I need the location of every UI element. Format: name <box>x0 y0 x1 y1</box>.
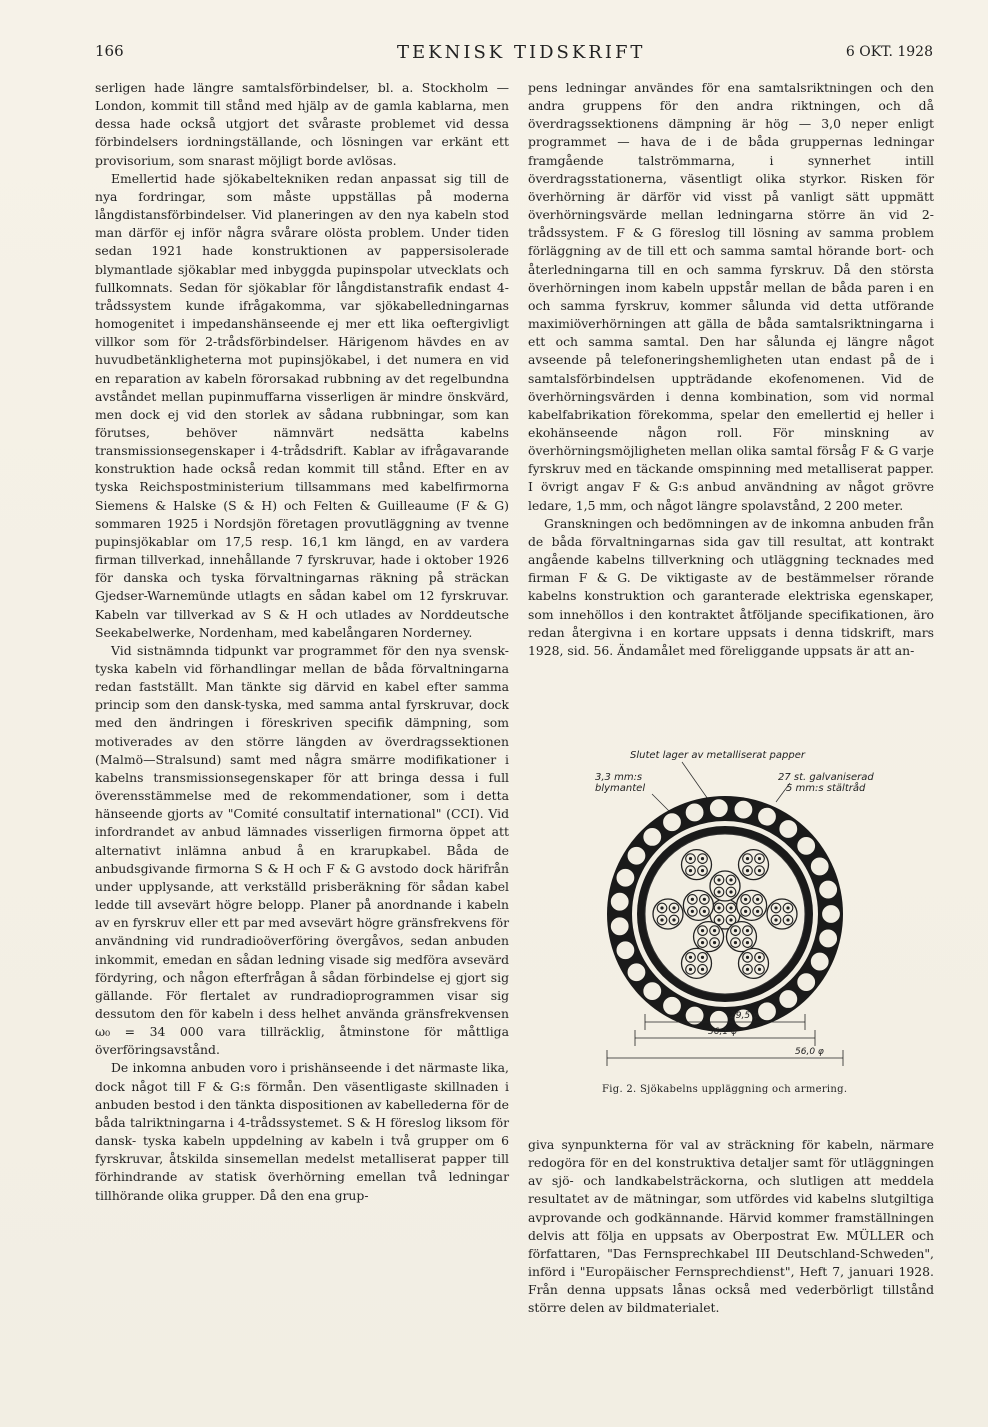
steel-wire <box>757 1002 776 1021</box>
dimension-inner: 29,5 φ <box>730 1011 759 1021</box>
paragraph: De inkomna anbuden voro i prishänseende i det närmaste lika, dock något till F & G:s förmån. Den väsentligaste skillnaden i anbuden bestod i den tänkta dispositionen av kabelledernа för de båda talriktningarna i 4-trådssystemet. S & H föreslog liksom för dansk- tyska kabeln uppdelning av kabeln i två grupper om 6 fyrskruvar, åtskilda sinsemellan medelst metalliserat papper till förhindrande av statisk överhörning emellan två ledningar tillhörande olika grupper. Då den ena grup- <box>95 1060 509 1203</box>
issue-date: 6 OKT. 1928 <box>845 44 933 60</box>
right-column-top <box>528 79 934 660</box>
label-steel-wire-1: 27 st. galvaniserad <box>778 772 874 783</box>
paragraph: giva synpunkterna för val av sträckning för kabeln, närmare redogöra för en del konstruktiva detaljer samt för utläggningen av sjö- och landkabelsträckorna, och slutligen att meddela resultatet av de mätningar, som utfördes vid kabelns slutgiltiga avprovande och godkännande. Härvid kommer framställningen delvis att följa en uppsats av Oberpostrat Ew. MÜLLER och författaren, "Das Fernsprechkabel III Deutschland-Schweden", införd i "Europäischer Fernsprechdienst", Heft 7, januari 1928. Från denna uppsats lånas också med vederbörligt tillstånd större delen av bildmaterialet. <box>528 1137 934 1316</box>
steel-wire <box>757 807 776 826</box>
steel-wire <box>797 973 816 992</box>
steel-wire <box>610 917 629 936</box>
quad-core <box>726 922 756 952</box>
quad-core <box>653 899 683 929</box>
steel-wire <box>819 880 838 899</box>
steel-wire <box>643 982 662 1001</box>
steel-wire <box>616 941 635 960</box>
paragraph: Granskningen och bedömningen av de inkomna anbuden från de båda förvaltningarnas sida gav till resultat, att kontrakt angående kabelns tillverkning och utläggning tecknades med firman F & G. De viktigaste av de bestämmelser rörande kabelns konstruktion och garanterade elektriska egenskaper, som innehöllos i den kontraktet åtföljande specifikationen, äro redan återgivna i en kortare uppsats i denna tidskrift, mars 1928, sid. 56. Ändamålet med föreliggande uppsats är att an- <box>528 515 934 658</box>
label-lead-sheath-2: blymantel <box>595 783 646 794</box>
steel-wire <box>822 905 841 924</box>
steel-wire <box>810 952 829 971</box>
steel-wire <box>734 800 753 819</box>
paragraph: Emellertid hade sjökabeltekniken redan anpassat sig till de nya fordringar, som måste uppställas på moderna långdistansförbindelser. Vid planeringen av den nya kabeln stod man därför ej inför några svårare olösta problem. Under tiden sedan 1921 hade konstruktionen av pappersisolerade blymantlade sjökablar med inbyggda pupinspolar utvecklats och fullkomnats. Sedan för sjökablar för långdistanstrafik endast 4-trådssystem kunde ifrågakomma, var sjökabelledningarnas homogenitet i impedanshänseende ej mer ett lika oeftergivligt villkor som för 2-trådsförbindelser. Härigenom hävdes en av huvudbetänkligheterna mot pupinsjökabel, i det numera en vid en reparation av kabeln förorsakad rubbning av det regelbundna avståndet mellan pupinmuffarna visserligen är mindre önskvärd, men dock ej vid den storlek av sådana rubbningar, som kan förutses, behöver nämnvärt nedsätta kabelns transmissionsegenskaper i 4-trådsdrift. Kablar av ifrågavarande konstruktion hade också redan kommit till stånd. Efter en av tyska Reichspostministerium tillsammans med kabelfirmorna Siemens & Halske (S & H) och Felten & Guilleaume (F & G) sommaren 1925 i Nordsjön företagen provutläggning av tvenne pupinsjökablar om 17,5 resp. 16,1 km längd, en av vardera firman tillverkad, innehållande 7 fyrskruvar, hade i oktober 1926 för danska och tyska förvaltningarnas räkning på sträckan Gjedser-Warnemünde utlagts en sådan kabel om 12 fyrskruvar. Kabeln var tillverkad av S & H och utlades av Norddeutsche Seekabelwerke, Nordenham, med kabelångaren Norderney. <box>95 170 509 640</box>
quad-core <box>767 899 797 929</box>
dimension-middle: 36,1 φ <box>708 1027 737 1037</box>
paragraph: serligen hade längre samtalsförbindelser, bl. a. Stockholm —London, kommit till stånd med hjälp av de gamla kablarna, men dessa hade också utgjort det svåraste problemet vid dessa förbindelsers iordningställande, och lösningen var erkänt ett provisorium, som snarast möjligt borde avlösas. <box>95 80 509 168</box>
quad-core <box>694 922 724 952</box>
left-column <box>95 79 509 1205</box>
steel-wire <box>627 846 646 865</box>
quad-core <box>737 890 767 920</box>
quad-core <box>739 850 769 880</box>
steel-wire <box>643 827 662 846</box>
figure-caption: Fig. 2. Sjökabelns uppläggning och armering. <box>602 1084 848 1095</box>
paragraph: Vid sistnämnda tidpunkt var programmet för den nya svensk-tyska kabeln vid förhandlingar mellan de båda förvaltningarna redan fastställt. Man tänkte sig därvid en kabel efter samma princip som den dansk-tyska, med samma antal fyrskruvar, dock med den ändringen i föreskriven specifik dämpning, som motiverades av den större längden av överdragssektionen (Malmö—Stralsund) samt med några smärre modifikationer i kabelns transmissionsegenskaper för att bringa dessa i full överensstämmelse med de rekommendationer, som i detta hänseende gjorts av "Comité consultatif international" (CCI). Vid infordrandet av anbud lämnades visserligen firmorna öppet att alternativt inlämna anbud å en krarupkabel. Båda de anbudsgivande firmorna S & H och F & G avstodo dock härifrån under upplysande, att verkställd prisberäkning för sådan kabel ledde till avsevärt högre belopp. Planer på anordnande i kabeln av en fyrskruv eller ett par med avsevärt högre gränsfrekvens för användning vid rundradioöverföring övergåvos, sedan anbuden inkommit, emedan en sådan ledning visade sig medföra avsevärd fördyring, och någon efterfrågan å sådan förbindelse ej gjort sig gällande. För flertalet av rundradioprogrammen visar sig dessutom den för kabeln i dess helhet använda gränsfrekvensen ω₀ = 34 000 vara tillräcklig, åtminstone för måttliga överföringsavstånd. <box>95 642 509 1058</box>
steel-wire <box>616 868 635 887</box>
steel-wire <box>627 963 646 982</box>
page-header <box>95 42 933 68</box>
quad-core <box>739 948 769 978</box>
dimension-outer: 56,0 φ <box>795 1047 824 1057</box>
cable-diagram <box>590 742 890 1087</box>
quad-core <box>682 850 712 880</box>
cable-cross-section-figure <box>590 742 890 1102</box>
label-lead-sheath-1: 3,3 mm:s <box>595 772 643 783</box>
quad-core <box>682 948 712 978</box>
page-number: 166 <box>95 42 124 60</box>
steel-wire <box>610 892 629 911</box>
right-column-bottom <box>528 1136 934 1318</box>
steel-wire <box>779 990 798 1009</box>
steel-wire <box>810 857 829 876</box>
journal-title: TEKNISK TIDSKRIFT <box>397 42 646 63</box>
label-steel-wire-2: 5 mm:s stältråd <box>786 783 866 794</box>
quad-core <box>710 871 740 901</box>
steel-wire <box>819 929 838 948</box>
steel-wire <box>685 803 704 822</box>
label-paper-layer: Slutet lager av metalliserat papper <box>630 750 805 761</box>
steel-wire <box>663 996 682 1015</box>
steel-wire <box>779 819 798 838</box>
steel-wire <box>709 799 728 818</box>
steel-wire <box>797 836 816 855</box>
paragraph: pens ledningar användes för ena samtalsriktningen och den andra gruppens för den andra riktningen, och då överdragssektionens dämpning är hög — 3,0 neper enligt programmet — hava de i de båda gruppernas ledningar framgående talströmmarna, i synnerhet intill överdragsstationerna, väsentligt olika styrkor. Risken för överhörning är därför vid visst på vanligt sätt uppmätt överhörningsvärde mellan ledningarna större än vid 2-trådssystem. F & G föreslog till lösning av samma problem förläggning av de till ett och samma samtal hörande bort- och återledningarna till en och samma fyrskruv. Då den största överhörningen inom kabeln uppstår mellan de båda paren i en och samma fyrskruv, kommer sålunda vid detta utförande maximiöverhörningen att gälla de båda samtalsriktningarna i ett och samma samtal. Den har sålunda ej längre något avseende på telefoneringshemligheten utan endast på de i samtalsförbindelsen uppträdande ekofenomenen. Vid de överhörningsvärden i denna kombination, som vid normal kabelfabrikation förekomma, spelar den emellertid ej heller i ekohänseende någon roll. För minskning av överhörningsmöjligheten mellan olika samtal försåg F & G varje fyrskruv med en täckande omspinning med metalliserat papper. I övrigt angav F & G:s anbud användning av något grövre ledare, 1,5 mm, och något längre spolavstånd, 2 200 meter. <box>528 80 934 513</box>
quad-core <box>683 890 713 920</box>
steel-wire <box>663 813 682 832</box>
